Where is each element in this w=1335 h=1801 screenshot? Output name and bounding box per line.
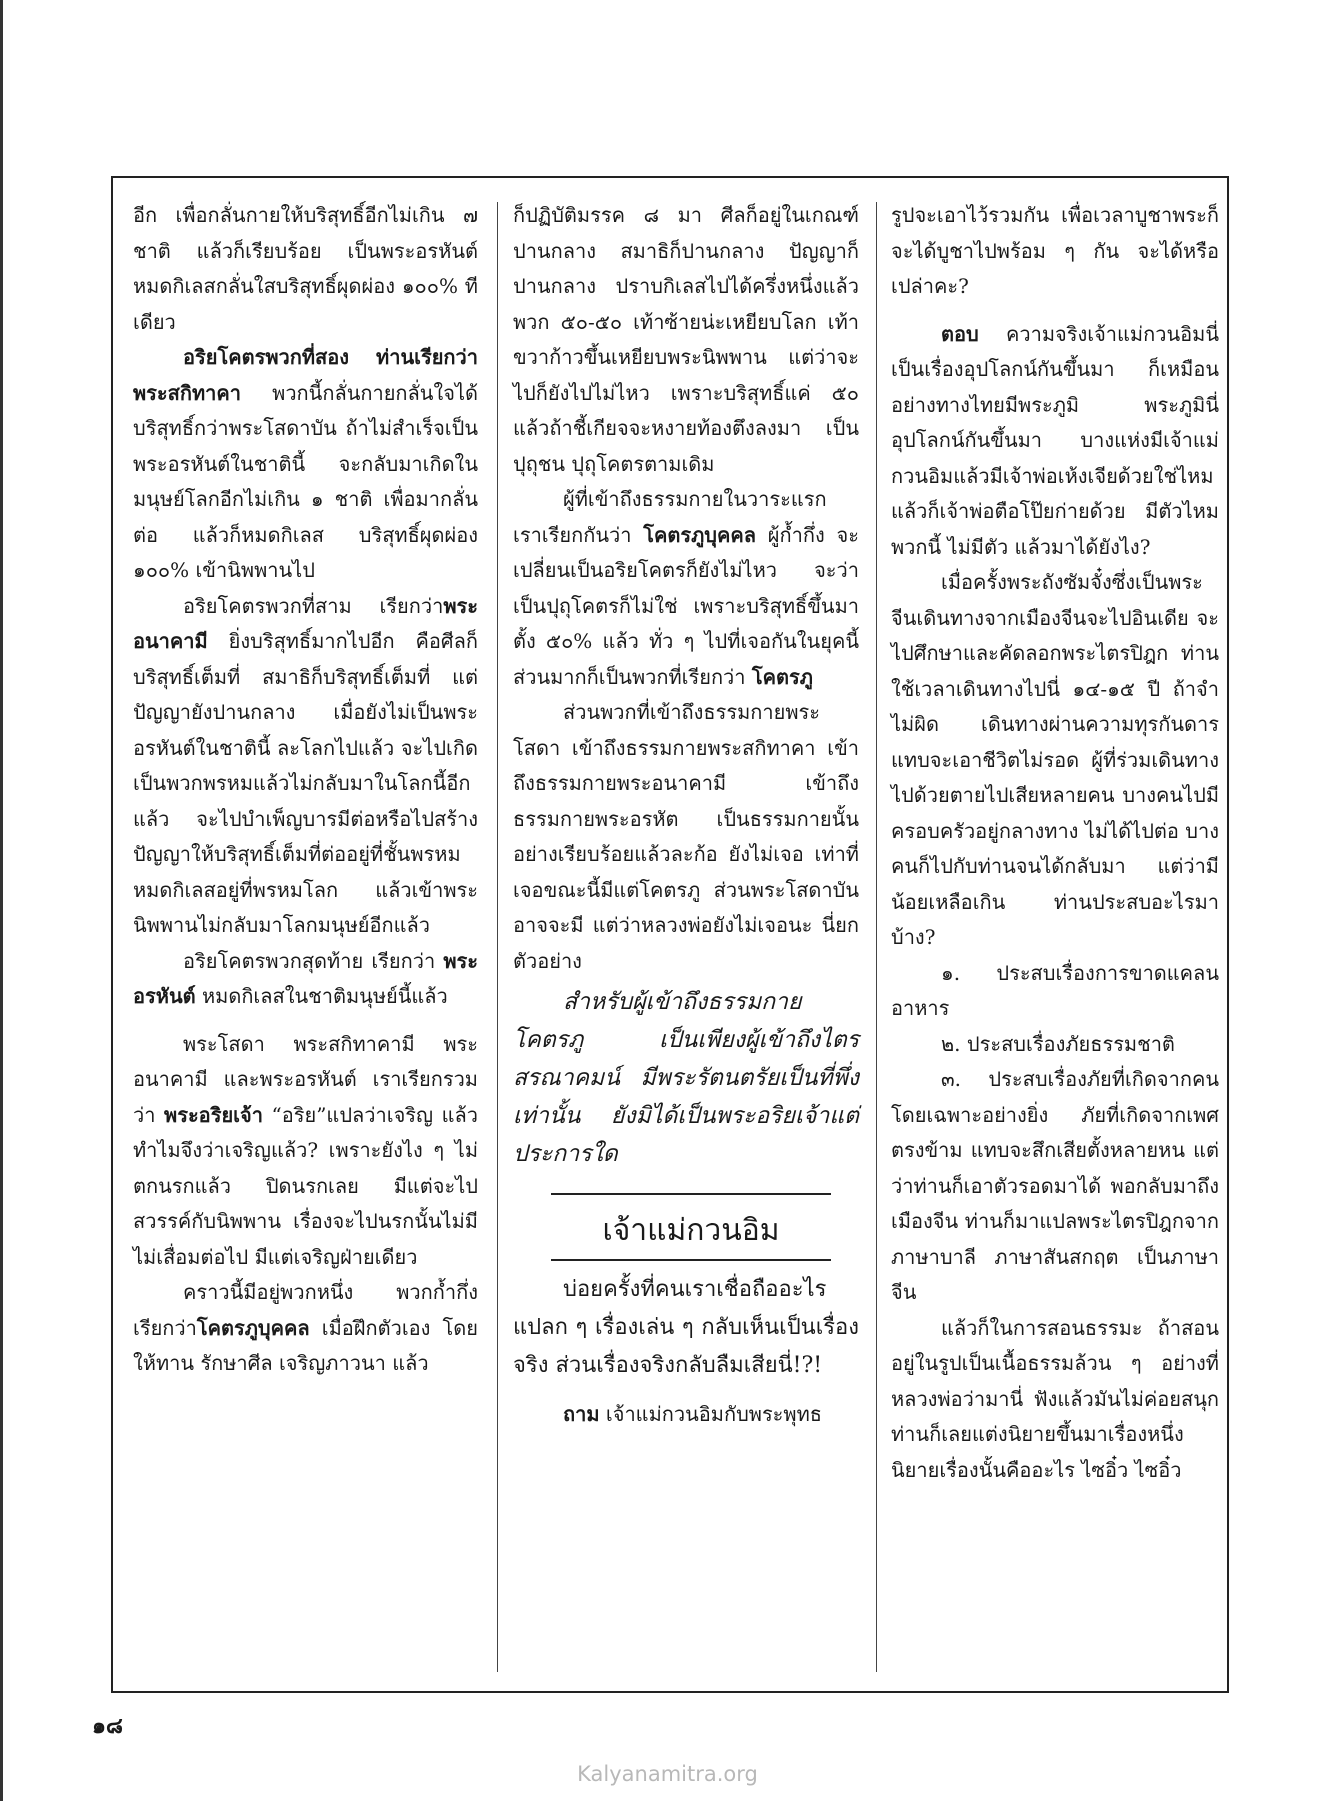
watermark: Kalyanamitra.org: [577, 1762, 758, 1786]
column-left: [133, 198, 478, 1382]
text: อริยโคตรพวกสุดท้าย เรียกว่า: [183, 948, 444, 973]
text: คราวนี้มีอยู่พวกหนึ่ง พวกก้ำกึ่ง เรียกว่า: [133, 1280, 478, 1340]
text: พวกนี้กลั่นกายกลั่นใจได้บริสุทธิ์กว่าพระโสดาบัน ถ้าไม่สำเร็จเป็นพระอรหันต์ในชาตินี้ จะกลับมาเกิดในมนุษย์โลกอีกไม่เกิน ๑ ชาติ เพื่อมากลั่นต่อ แล้วก็หมดกิเลส บริสุทธิ์ผุดผ่อง ๑๐๐% เข้านิพพานไป: [133, 380, 478, 582]
text: ความจริงเจ้าแม่กวนอิมนี่เป็นเรื่องอุปโลกน์กันขึ้นมา ก็เหมือนอย่างทางไทยมีพระภูมิ พระภูมินี่อุปโลกน์กันขึ้นมา บางแห่งมีเจ้าแม่กวนอิมแล้วมีเจ้าพ่อเห้งเจียด้วยใช่ไหม แล้วก็เจ้าพ่อตือโป๊ยก่ายด้วย มีตัวไหมพวกนี้ ไม่มีตัว แล้วมาได้ยังไง?: [891, 321, 1219, 559]
paragraph: เมื่อครั้งพระถังซัมจั๋งซึ่งเป็นพระจีนเดินทางจากเมืองจีนจะไปอินเดีย จะไปศึกษาและคัดลอกพระไตรปิฎก ท่านใช้เวลาเดินทางไปนี่ ๑๔-๑๕ ปี ถ้าจำไม่ผิด เดินทางผ่านความทุรกันดารแทบจะเอาชีวิตไม่รอด ผู้ที่ร่วมเดินทางไปด้วยตายไปเสียหลายคน บางคนไปมีครอบครัวอยู่กลางทาง ไม่ได้ไปต่อ บางคนก็ไปกับท่านจนได้กลับมา แต่ว่ามีน้อยเหลือเกิน ท่านประสบอะไรมาบ้าง?: [891, 570, 1219, 949]
text: เจ้าแม่กวนอิมกับพระพุทธ: [599, 1402, 823, 1426]
text: ผู้ก้ำกึ่ง จะเปลี่ยนเป็นอริยโคตรก็ยังไม่ไหว จะว่าเป็นปุถุโคตรก็ไม่ใช่ เพราะบริสุทธิ์ขึ้นมาตั้ง ๕๐% แล้ว ทั่ว ๆ ไปที่เจอกันในยุคนี้ ส่วนมากก็เป็นพวกที่เรียกว่า: [513, 522, 859, 689]
text: “อริย”แปลว่าเจริญ แล้ว ทำไมจึงว่าเจริญแล้ว? เพราะยังไง ๆ ไม่ตกนรกแล้ว ปิดนรกเลย มีแต่จะไปสวรรค์กับนิพพาน เรื่องจะไปนรกนั้นไม่มี ไม่เสื่อมต่อไป มีแต่เจริญฝ่ายเดียว: [133, 1102, 478, 1269]
text: ยิ่งบริสุทธิ์มากไปอีก คือศีลก็บริสุทธิ์เต็มที่ สมาธิก็บริสุทธิ์เต็มที่ แต่ปัญญายังปานกลาง เมื่อยังไม่เป็นพระอรหันต์ในชาตินี้ ละโลกไปแล้ว จะไปเกิดเป็นพวกพรหมแล้วไม่กลับมาในโลกนี้อีกแล้ว จะไปบำเพ็ญบารมีต่อหรือไปสร้างปัญญาให้บริสุทธิ์เต็มที่ต่ออยู่ที่ชั้นพรหม หมดกิเลสอยู่ที่พรหมโลก แล้วเข้าพระนิพพานไม่กลับมาโลกมนุษย์อีกแล้ว: [133, 629, 478, 937]
list-item: ๑. ประสบเรื่องการขาดแคลนอาหาร: [891, 960, 1219, 1020]
paragraph: อีก เพื่อกลั่นกายให้บริสุทธิ์อีกไม่เกิน ๗ ชาติ แล้วก็เรียบร้อย เป็นพระอรหันต์ หมดกิเลสกลั่นใสบริสุทธิ์ผุดผ่อง ๑๐๐% ทีเดียว: [133, 203, 478, 334]
bold-text: พระอริยเจ้า: [164, 1102, 263, 1127]
italic-note: สำหรับผู้เข้าถึงธรรมกายโคตรภู เป็นเพียงผู้เข้าถึงไตรสรณาคมน์ มีพระรัตนตรัยเป็นที่พึ่งเท่านั้น ยังมิได้เป็นพระอริยเจ้าแต่ประการใด: [513, 989, 859, 1167]
bold-text: ถาม: [563, 1402, 600, 1426]
paragraph: รูปจะเอาไว้รวมกัน เพื่อเวลาบูชาพระก็จะได้บูชาไปพร้อม ๆ กัน จะได้หรือเปล่าคะ?: [891, 203, 1219, 298]
bold-text: พระอรหันต์: [133, 948, 478, 1008]
page-number: ๑๘: [92, 1713, 123, 1739]
answer: [891, 317, 1219, 566]
column-middle: [513, 198, 859, 1433]
text: ผู้ที่เข้าถึงธรรมกายในวาระแรก เราเรียกกันว่า: [513, 487, 827, 547]
text: อริยโคตรพวกที่สาม เรียกว่า: [183, 593, 444, 618]
text: หมดกิเลสในชาติมนุษย์นี้แล้ว: [195, 984, 448, 1008]
column-divider: [497, 202, 498, 1672]
list-item: ๓. ประสบเรื่องภัยที่เกิดจากคน โดยเฉพาะอย่างยิ่ง ภัยที่เกิดจากเพศตรงข้าม แทบจะสึกเสียตั้งหลายหน แต่ว่าท่านก็เอาตัวรอดมาได้ พอกลับมาถึงเมืองจีน ท่านก็มาแปลพระไตรปิฎกจากภาษาบาลี ภาษาสันสกฤต เป็นภาษาจีน: [891, 1067, 1219, 1304]
question: [513, 1397, 859, 1433]
paragraph: [133, 340, 478, 589]
bold-text: โคตรภู: [751, 664, 813, 689]
page-frame: [111, 176, 1229, 1693]
paragraph: [133, 589, 478, 944]
list-item: ๒. ประสบเรื่องภัยธรรมชาติ: [941, 1031, 1175, 1056]
bold-text: โคตรภูบุคคล: [196, 1315, 310, 1340]
bold-text: โคตรภูบุคคล: [643, 522, 757, 547]
column-divider: [876, 202, 877, 1672]
bold-text: ตอบ: [941, 321, 979, 346]
paragraph: แล้วก็ในการสอนธรรมะ ถ้าสอนอยู่ในรูปเป็นเนื้อธรรมล้วน ๆ อย่างที่หลวงพ่อว่ามานี่ ฟังแล้วมันไม่ค่อยสนุก ท่านก็เลยแต่งนิยายขึ้นมาเรื่องหนึ่ง นิยายเรื่องนั้นคืออะไร ไซอิ๋ว ไซอิ๋ว: [891, 1315, 1219, 1482]
paragraph: ส่วนพวกที่เข้าถึงธรรมกายพระโสดา เข้าถึงธรรมกายพระสกิทาคา เข้าถึงธรรมกายพระอนาคามี เข้าถึงธรรมกายพระอรหัต เป็นธรรมกายนั้นอย่างเรียบร้อยแล้วละก้อ ยังไม่เจอ เท่าที่เจอขณะนี้มีแต่โคตรภู ส่วนพระโสดาบันอาจจะมี แต่ว่าหลวงพ่อยังไม่เจอนะ นี่ยกตัวอย่าง: [513, 700, 859, 973]
column-right: [891, 198, 1219, 1488]
section-intro: บ่อยครั้งที่คนเราเชื่อถืออะไรแปลก ๆ เรื่องเล่น ๆ กลับเห็นเป็นเรื่องจริง ส่วนเรื่องจริงกลับลืมเสียนี่!?!: [513, 1277, 859, 1378]
paragraph: [133, 1027, 478, 1276]
bold-text: อริยโคตรพวกที่สอง ท่านเรียกว่า พระสกิทาคา: [133, 345, 478, 405]
paragraph: [133, 944, 478, 1015]
text: พระโสดา พระสกิทาคามี พระอนาคามี และพระอรหันต์ เราเรียกรวมว่า: [133, 1031, 478, 1127]
heading-rule: [551, 1193, 831, 1195]
paragraph: ก็ปฏิบัติมรรค ๘ มา ศีลก็อยู่ในเกณฑ์ปานกลาง สมาธิก็ปานกลาง ปัญญาก็ปานกลาง ปราบกิเลสไปได้ครึ่งหนึ่งแล้ว พวก ๕๐-๕๐ เท้าซ้ายน่ะเหยียบโลก เท้าขวาก้าวขึ้นเหยียบพระนิพพาน แต่ว่าจะไปก็ยังไปไม่ไหว เพราะบริสุทธิ์แค่ ๕๐ แล้วถ้าชี้เกียจจะหงายท้องตึงลงมา เป็นปุถุชน ปุถุโคตรตามเดิม: [513, 203, 859, 476]
scan-edge: [0, 0, 3, 1801]
paragraph: [513, 482, 859, 695]
text: เมื่อฝึกตัวเอง โดยให้ทาน รักษาศีล เจริญภาวนา แล้ว: [133, 1315, 478, 1375]
bold-text: พระอนาคามี: [133, 593, 478, 653]
paragraph: [133, 1275, 478, 1382]
section-heading: เจ้าแม่กวนอิม: [551, 1209, 831, 1261]
